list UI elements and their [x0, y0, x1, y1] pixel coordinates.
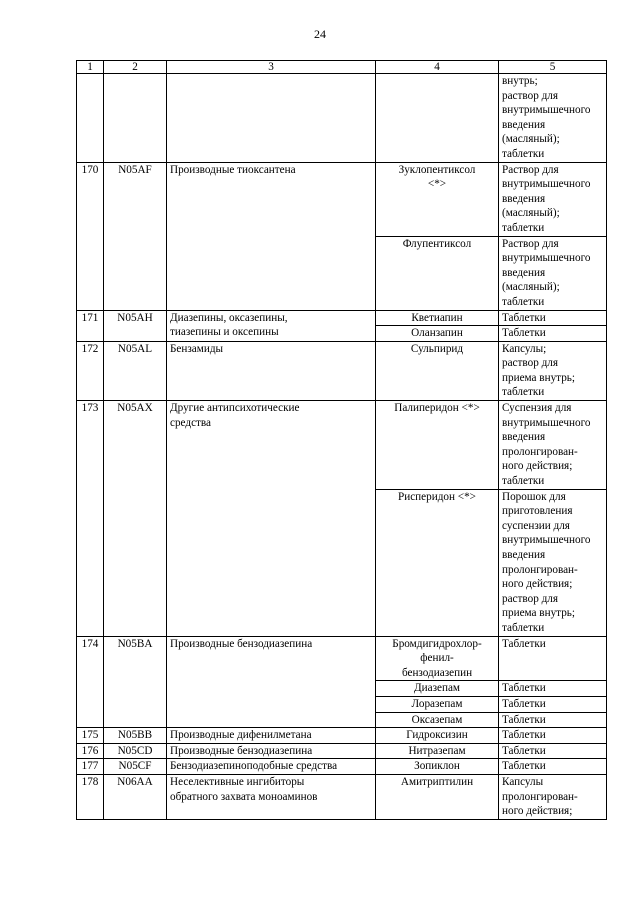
drug-name: [376, 326, 499, 342]
drug-name-line: Зуклопентиксол: [398, 163, 476, 176]
drug-name: [376, 401, 499, 490]
group-line: Производные бензодиазепина: [170, 744, 313, 757]
dosage-form: [499, 728, 607, 744]
dosage-form-line: Таблетки: [502, 713, 546, 726]
dosage-form-line: Таблетки: [502, 327, 546, 340]
drug-name-line: Кветиапин: [411, 311, 463, 324]
column-header: 2: [104, 61, 167, 74]
dosage-form: [499, 310, 607, 326]
medication-table: [76, 60, 607, 820]
drug-name: [376, 489, 499, 636]
group-line: Другие антипсихотические: [170, 402, 300, 415]
row-number: 176: [77, 743, 104, 759]
drug-name: [376, 74, 499, 163]
dosage-form: [499, 712, 607, 728]
atc-code: N05BB: [104, 728, 167, 744]
row-number: 173: [77, 401, 104, 637]
dosage-form-line: суспензии для: [502, 519, 570, 532]
drug-name: [376, 162, 499, 236]
dosage-form-line: Раствор для: [502, 237, 559, 250]
dosage-form-line: пролонгирован-: [502, 790, 578, 803]
dosage-form-line: раствор для: [502, 592, 559, 605]
dosage-form: [499, 681, 607, 697]
pharmacological-group: [167, 310, 376, 341]
group-line: тиазепины и оксепины: [170, 326, 279, 339]
pharmacological-group: [167, 401, 376, 637]
dosage-form-line: таблетки: [502, 386, 545, 399]
group-line: Производные бензодиазепина: [170, 637, 313, 650]
row-number: 171: [77, 310, 104, 341]
drug-name-line: Гидроксизин: [406, 729, 468, 742]
drug-name-line: бензодиазепин: [401, 666, 473, 679]
table-row: [77, 310, 607, 326]
drug-name-line: Бромдигидрохлор-: [392, 637, 482, 650]
dosage-form-line: ного действия;: [502, 460, 573, 473]
dosage-form-line: раствор для: [502, 357, 559, 370]
dosage-form-line: внутримышечного: [502, 252, 591, 265]
dosage-form-line: таблетки: [502, 621, 545, 634]
row-number: 177: [77, 759, 104, 775]
group-line: средства: [170, 416, 212, 429]
dosage-form: [499, 774, 607, 819]
drug-name: [376, 743, 499, 759]
drug-name-line: Оксазепам: [411, 713, 463, 726]
dosage-form-line: введения: [502, 431, 546, 444]
dosage-form-line: внутримышечного: [502, 416, 591, 429]
drug-name: [376, 712, 499, 728]
atc-code: N05AF: [104, 162, 167, 310]
dosage-form-line: Таблетки: [502, 697, 546, 710]
table-row: [77, 401, 607, 490]
drug-name-line: Рисперидон <*>: [398, 490, 476, 503]
group-line: Производные тиоксантена: [170, 163, 296, 176]
dosage-form: [499, 326, 607, 342]
row-number: 170: [77, 162, 104, 310]
dosage-form-line: пролонгирован-: [502, 445, 578, 458]
group-line: Диазепины, оксазепины,: [170, 311, 288, 324]
pharmacological-group: [167, 728, 376, 744]
table-row: [77, 162, 607, 236]
row-number: 174: [77, 636, 104, 728]
drug-name-line: Лоразепам: [411, 697, 463, 710]
dosage-form: [499, 341, 607, 400]
pharmacological-group: [167, 743, 376, 759]
dosage-form-line: раствор для: [502, 89, 559, 102]
atc-code: [104, 74, 167, 163]
drug-name-line: <*>: [427, 178, 447, 191]
pharmacological-group: [167, 636, 376, 728]
table-row: [77, 759, 607, 775]
dosage-form-line: Капсулы: [502, 775, 544, 788]
dosage-form-line: таблетки: [502, 475, 545, 488]
dosage-form-line: (масляный);: [502, 133, 560, 146]
group-line: Бензодиазепиноподобные средства: [170, 760, 338, 773]
drug-name: [376, 728, 499, 744]
atc-code: N05BA: [104, 636, 167, 728]
group-line: Производные дифенилметана: [170, 729, 312, 742]
row-number: 178: [77, 774, 104, 819]
table-row: [77, 74, 607, 163]
dosage-form-line: ного действия;: [502, 805, 573, 818]
dosage-form-line: Таблетки: [502, 744, 546, 757]
dosage-form: [499, 401, 607, 490]
dosage-form: [499, 636, 607, 681]
dosage-form-line: пролонгирован-: [502, 563, 578, 576]
drug-name: [376, 774, 499, 819]
dosage-form: [499, 236, 607, 310]
pharmacological-group: [167, 74, 376, 163]
dosage-form: [499, 696, 607, 712]
group-line: Неселективные ингибиторы: [170, 775, 305, 788]
dosage-form: [499, 162, 607, 236]
dosage-form-line: введения: [502, 192, 546, 205]
drug-name-line: Диазепам: [413, 682, 460, 695]
pharmacological-group: [167, 341, 376, 400]
table-row: [77, 636, 607, 681]
dosage-form-line: приготовления: [502, 505, 573, 518]
dosage-form-line: Таблетки: [502, 311, 546, 324]
dosage-form-line: внутрь;: [502, 75, 538, 87]
dosage-form-line: Таблетки: [502, 760, 546, 773]
column-header: 5: [499, 61, 607, 74]
dosage-form-line: введения: [502, 266, 546, 279]
drug-name: [376, 696, 499, 712]
dosage-form-line: введения: [502, 118, 546, 131]
row-number: [77, 74, 104, 163]
drug-name: [376, 341, 499, 400]
drug-name: [376, 310, 499, 326]
dosage-form-line: таблетки: [502, 147, 545, 160]
dosage-form: [499, 74, 607, 163]
dosage-form-line: приема внутрь;: [502, 607, 575, 620]
drug-name: [376, 759, 499, 775]
column-header: 4: [376, 61, 499, 74]
dosage-form-line: введения: [502, 549, 546, 561]
atc-code: N05AX: [104, 401, 167, 637]
drug-name-line: Палиперидон <*>: [394, 402, 480, 415]
dosage-form-line: Порошок для: [502, 490, 566, 503]
table-row: [77, 341, 607, 400]
dosage-form-line: внутримышечного: [502, 104, 591, 117]
dosage-form-line: (масляный);: [502, 207, 560, 220]
dosage-form: [499, 489, 607, 636]
dosage-form-line: таблетки: [502, 221, 545, 234]
dosage-form-line: таблетки: [502, 295, 545, 308]
dosage-form: [499, 743, 607, 759]
atc-code: N05AH: [104, 310, 167, 341]
dosage-form: [499, 759, 607, 775]
table-row: [77, 774, 607, 819]
dosage-form-line: Суспензия для: [502, 402, 572, 415]
group-line: Бензамиды: [170, 342, 224, 355]
drug-name: [376, 681, 499, 697]
drug-name-line: Амитриптилин: [400, 775, 474, 788]
column-header: 3: [167, 61, 376, 74]
table-header-row: [77, 61, 607, 74]
drug-name-line: Нитразепам: [408, 744, 466, 757]
drug-name: [376, 636, 499, 681]
atc-code: N05CD: [104, 743, 167, 759]
atc-code: N05CF: [104, 759, 167, 775]
drug-name-line: Зопиклон: [414, 760, 460, 773]
table-row: [77, 743, 607, 759]
row-number: 172: [77, 341, 104, 400]
dosage-form-line: ного действия;: [502, 578, 573, 591]
dosage-form-line: Таблетки: [502, 729, 546, 742]
drug-name-line: Сульпирид: [410, 342, 464, 355]
atc-code: N06AA: [104, 774, 167, 819]
pharmacological-group: [167, 162, 376, 310]
dosage-form-line: Таблетки: [502, 637, 546, 650]
drug-name: [376, 236, 499, 310]
drug-name-line: Оланзапин: [411, 327, 463, 340]
row-number: 175: [77, 728, 104, 744]
atc-code: N05AL: [104, 341, 167, 400]
table-row: [77, 728, 607, 744]
dosage-form-line: внутримышечного: [502, 178, 591, 191]
drug-name-line: Флупентиксол: [402, 237, 472, 250]
dosage-form-line: Таблетки: [502, 682, 546, 695]
group-line: обратного захвата моноаминов: [170, 790, 318, 803]
dosage-form-line: внутримышечного: [502, 534, 591, 547]
dosage-form-line: Раствор для: [502, 163, 559, 176]
dosage-form-line: приема внутрь;: [502, 371, 575, 384]
dosage-form-line: Капсулы;: [502, 342, 547, 355]
page-number: 24: [314, 27, 326, 41]
dosage-form-line: (масляный);: [502, 281, 560, 294]
drug-name-line: фенил-: [420, 652, 454, 665]
pharmacological-group: [167, 759, 376, 775]
pharmacological-group: [167, 774, 376, 819]
column-header: 1: [77, 61, 104, 74]
